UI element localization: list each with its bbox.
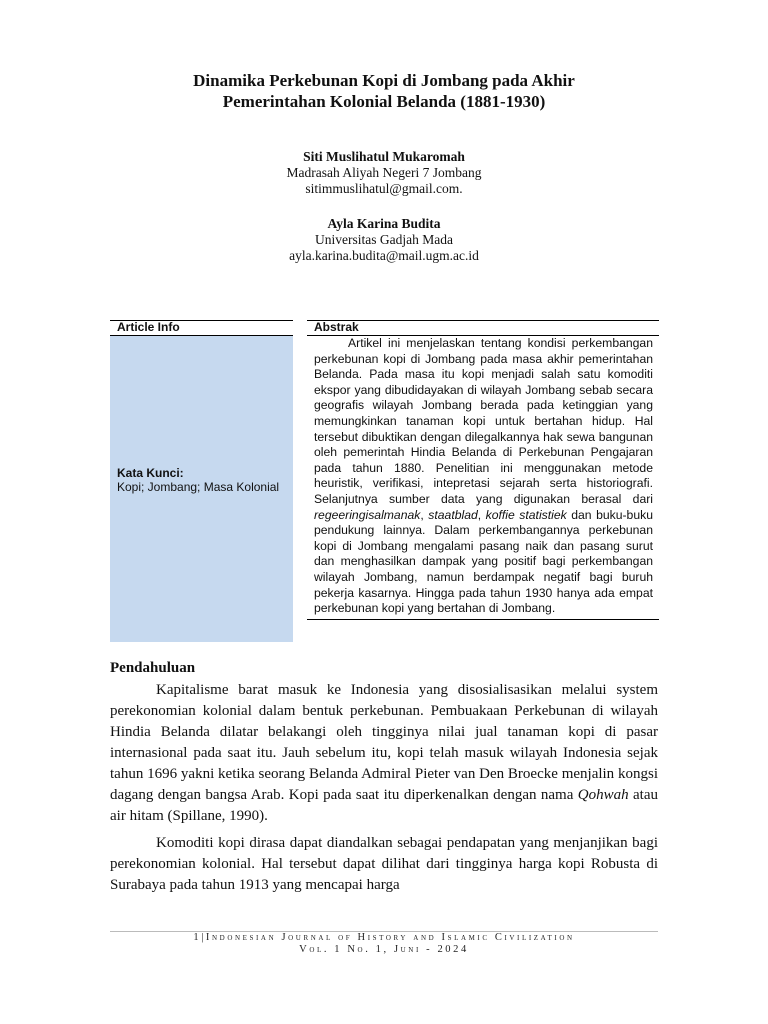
article-info-header: Article Info (110, 320, 293, 336)
footer-separator: | (201, 932, 206, 943)
author-affiliation: Madrasah Aliyah Negeri 7 Jombang (286, 165, 482, 180)
author-email: sitimmuslihatul@gmail.com. (305, 181, 463, 196)
author-name: Ayla Karina Budita (327, 216, 441, 231)
section-heading-intro: Pendahuluan (110, 660, 196, 676)
abstract-header: Abstrak (307, 320, 659, 336)
intro-paragraph-1 (110, 680, 658, 827)
abstract-source-1: regeeringisalmanak (314, 507, 421, 522)
author-affiliation: Universitas Gadjah Mada (315, 232, 453, 247)
keywords-label: Kata Kunci: (117, 466, 184, 480)
intro-paragraph-2: Komoditi kopi dirasa dapat diandalkan sebagai pendapatan yang menjanjikan bagi perekonomian kolonial. Hal tersebut dapat dilihat dari tingginya harga kopi Robusta di Surabaya pada tahun 1913 yang mencapai harga (110, 835, 658, 893)
keywords-list: Kopi; Jombang; Masa Kolonial (117, 480, 280, 494)
intro-p1-end: atau air hitam (Spillane, 1990). (110, 787, 659, 824)
title-line-1: Dinamika Perkebunan Kopi di Jombang pada Akhir (193, 71, 575, 90)
paper-title (110, 70, 658, 112)
abstract-source-3: koffie statistiek (485, 507, 567, 522)
abstract-body (307, 336, 659, 620)
author-block-1 (110, 149, 658, 197)
intro-p1-italic: Qohwah (577, 787, 629, 803)
intro-body (110, 680, 658, 902)
abstract-panel (307, 320, 659, 620)
intro-p1-text: Kapitalisme barat masuk ke Indonesia yang disosialisasikan melalui system perekonomian kolonial dalam bentuk perkebunan. Pembuakaan Perkebunan di wilayah Hindia Belanda dilatar belakangi oleh tingginya nilai jual tanaman kopi di pasar internasional pada saat itu. Jauh sebelum itu, kopi telah masuk wilayah Indonesia sejak tahun 1696 yakni ketika seorang Belanda Admiral Pieter van Den Broecke menjalin kongsi dagang dengan bangsa Arab. Kopi pada saat itu diperkenalkan dengan nama (110, 682, 658, 803)
journal-issue: Vol. 1 No. 1, Juni - 2024 (299, 944, 469, 955)
abstract-separator: , (420, 507, 429, 522)
article-info-body (110, 336, 293, 642)
journal-name: Indonesian Journal of History and Islamic Civilization (205, 932, 575, 943)
abstract-text-part2: dan buku-buku pendukung lainnya. Dalam perkembangannya perkebunan kopi di Jombang mengalami pasang naik dan pasang surut dan menghasilkan dampak yang positif bagi perkembangan wilayah Jombang, namun berdampak negatif bagi buruh pekerja kasarnya. Hingga pada tahun 1930 hanya ada empat perkebunan kopi yang bertahan di Jombang. (314, 507, 653, 616)
author-email: ayla.karina.budita@mail.ugm.ac.id (289, 248, 479, 263)
abstract-source-2: staatblad (428, 507, 478, 522)
page-number: 1 (193, 932, 202, 943)
abstract-text-part1: Artikel ini menjelaskan tentang kondisi perkembangan perkebunan kopi di Jombang pada masa akhir pemerintahan Belanda. Pada masa itu kopi menjadi salah satu komoditi ekspor yang dibudidayakan di wilayah Jombang sebab secara geografis wilayah Jombang berada pada ketinggian yang memungkinkan tanaman kopi untuk bertahan hidup. Hal tersebut dibuktikan dengan dilegalkannya hak sewa bangunan oleh pemerintah Hindia Belanda di Perkebunan Pengajaran pada tahun 1880. Penelitian ini menggunakan metode heuristik, verifikasi, intepretasi sejarah serta historiografi. Selanjutnya sumber data yang digunakan berasal dari (314, 336, 653, 506)
author-name: Siti Muslihatul Mukaromah (303, 149, 465, 164)
page-footer (110, 932, 658, 956)
title-line-2: Pemerintahan Kolonial Belanda (1881-1930) (222, 92, 546, 111)
abstract-text (314, 336, 653, 617)
article-info-panel (110, 320, 293, 640)
author-block-2 (110, 216, 658, 264)
keywords (117, 466, 282, 494)
abstract-separator: , (477, 507, 486, 522)
